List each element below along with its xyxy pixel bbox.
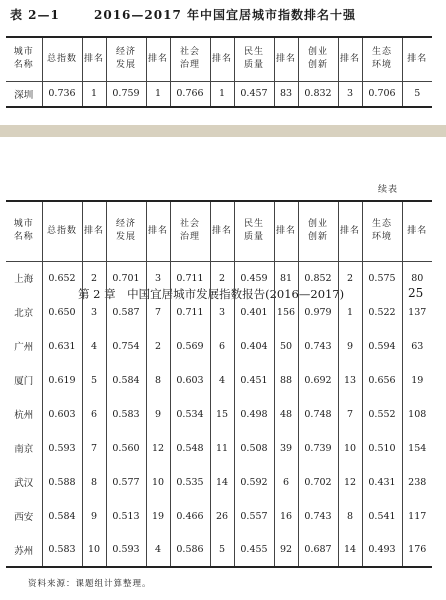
- value-cell: 8: [146, 363, 170, 397]
- value-cell: 4: [210, 363, 234, 397]
- value-cell: 0.498: [234, 397, 274, 431]
- value-cell: 0.401: [234, 295, 274, 329]
- value-cell: 12: [338, 465, 362, 499]
- value-cell: 8: [338, 499, 362, 533]
- value-cell: 156: [274, 295, 298, 329]
- column-header: 排名: [338, 201, 362, 261]
- column-header: 总指数: [42, 201, 82, 261]
- city-name-cell: 深圳: [14, 89, 34, 101]
- value-cell: 5: [82, 363, 106, 397]
- header-row: [6, 37, 432, 81]
- value-cell: 2: [338, 261, 362, 295]
- value-cell: 154: [402, 431, 432, 465]
- source-note: 资料来源：课题组计算整理。: [28, 579, 152, 589]
- value-cell: 238: [402, 465, 432, 499]
- value-cell: 176: [402, 533, 432, 567]
- value-cell: 0.594: [362, 329, 402, 363]
- value-cell: 12: [146, 431, 170, 465]
- value-cell: 0.593: [106, 533, 146, 567]
- value-cell: 0.592: [234, 465, 274, 499]
- value-cell: 2: [82, 261, 106, 295]
- value-cell: 19: [402, 363, 432, 397]
- value-cell: 0.603: [170, 363, 210, 397]
- table-row: [6, 465, 432, 499]
- value-cell: 0.739: [298, 431, 338, 465]
- value-cell: 6: [210, 329, 234, 363]
- value-cell: 3: [338, 81, 362, 107]
- page-number: 25: [408, 286, 424, 300]
- value-cell: 0.583: [42, 533, 82, 567]
- ranking-table-continued: [6, 200, 432, 568]
- value-cell: 3: [210, 295, 234, 329]
- value-cell: 0.587: [106, 295, 146, 329]
- value-cell: 0.692: [298, 363, 338, 397]
- value-cell: 92: [274, 533, 298, 567]
- value-cell: 0.759: [106, 81, 146, 107]
- value-cell: 83: [274, 81, 298, 107]
- table-row: [6, 261, 432, 295]
- value-cell: 0.701: [106, 261, 146, 295]
- value-cell: 0.404: [234, 329, 274, 363]
- column-header: 排名: [146, 37, 170, 81]
- column-header: 社会 治理: [170, 201, 210, 261]
- city-name-cell: 上海: [14, 274, 34, 286]
- value-cell: 1: [146, 81, 170, 107]
- value-cell: 15: [210, 397, 234, 431]
- value-cell: 13: [338, 363, 362, 397]
- column-header: 排名: [210, 201, 234, 261]
- value-cell: 26: [210, 499, 234, 533]
- value-cell: 0.548: [170, 431, 210, 465]
- column-header: 创业 创新: [298, 37, 338, 81]
- value-cell: 0.583: [106, 397, 146, 431]
- column-header: 排名: [82, 37, 106, 81]
- value-cell: 39: [274, 431, 298, 465]
- column-header: 总指数: [42, 37, 82, 81]
- value-cell: 7: [146, 295, 170, 329]
- table-row: [6, 533, 432, 567]
- value-cell: 9: [82, 499, 106, 533]
- table-row: [6, 295, 432, 329]
- value-cell: 14: [338, 533, 362, 567]
- value-cell: 0.535: [170, 465, 210, 499]
- city-name-cell: 南京: [14, 444, 34, 455]
- value-cell: 4: [82, 329, 106, 363]
- value-cell: 2: [146, 329, 170, 363]
- value-cell: 9: [146, 397, 170, 431]
- column-header: 创业 创新: [298, 201, 338, 261]
- header-row: [6, 201, 432, 261]
- value-cell: 0.979: [298, 295, 338, 329]
- value-cell: 1: [210, 81, 234, 107]
- value-cell: 0.451: [234, 363, 274, 397]
- column-header: 民生 质量: [234, 201, 274, 261]
- city-name-cell: 北京: [14, 308, 34, 319]
- value-cell: 0.493: [362, 533, 402, 567]
- value-cell: 3: [82, 295, 106, 329]
- column-header: 经济 发展: [106, 201, 146, 261]
- ranking-table-top: [6, 36, 432, 108]
- value-cell: 14: [210, 465, 234, 499]
- value-cell: 16: [274, 499, 298, 533]
- value-cell: 50: [274, 329, 298, 363]
- value-cell: 0.593: [42, 431, 82, 465]
- column-header: 排名: [402, 201, 432, 261]
- value-cell: 10: [146, 465, 170, 499]
- running-head: 第 2 章 中国宜居城市发展指数报告(2016—2017): [78, 287, 345, 301]
- value-cell: 0.743: [298, 499, 338, 533]
- value-cell: 0.466: [170, 499, 210, 533]
- table-row: [6, 431, 432, 465]
- value-cell: 19: [146, 499, 170, 533]
- table-row: [6, 329, 432, 363]
- value-cell: 0.652: [42, 261, 82, 295]
- value-cell: 2: [210, 261, 234, 295]
- column-header: 排名: [146, 201, 170, 261]
- value-cell: 1: [82, 81, 106, 107]
- value-cell: 0.584: [106, 363, 146, 397]
- value-cell: 0.736: [42, 81, 82, 107]
- value-cell: 0.743: [298, 329, 338, 363]
- value-cell: 0.510: [362, 431, 402, 465]
- value-cell: 0.459: [234, 261, 274, 295]
- table-row: [6, 363, 432, 397]
- table-title: 2016—2017 年中国宜居城市指数排名十强: [94, 8, 356, 22]
- value-cell: 11: [210, 431, 234, 465]
- value-cell: 0.534: [170, 397, 210, 431]
- value-cell: 0.832: [298, 81, 338, 107]
- value-cell: 108: [402, 397, 432, 431]
- column-header: 社会 治理: [170, 37, 210, 81]
- table-caption: [10, 6, 356, 23]
- value-cell: 0.431: [362, 465, 402, 499]
- value-cell: 0.748: [298, 397, 338, 431]
- value-cell: 0.650: [42, 295, 82, 329]
- value-cell: 4: [146, 533, 170, 567]
- city-name-cell: 杭州: [14, 410, 34, 421]
- column-header: 城市 名称: [13, 47, 34, 71]
- value-cell: 9: [338, 329, 362, 363]
- column-header: 排名: [210, 37, 234, 81]
- table-row: [6, 81, 432, 107]
- value-cell: 0.588: [42, 465, 82, 499]
- value-cell: 3: [146, 261, 170, 295]
- value-cell: 0.577: [106, 465, 146, 499]
- value-cell: 0.513: [106, 499, 146, 533]
- table-number: 表 2—1: [10, 8, 60, 22]
- column-header: 排名: [274, 37, 298, 81]
- city-name-cell: 西安: [14, 512, 34, 523]
- value-cell: 7: [338, 397, 362, 431]
- value-cell: 5: [210, 533, 234, 567]
- column-header: 生态 环境: [362, 201, 402, 261]
- value-cell: 0.508: [234, 431, 274, 465]
- value-cell: 88: [274, 363, 298, 397]
- value-cell: 0.702: [298, 465, 338, 499]
- column-header: 排名: [82, 201, 106, 261]
- city-name-cell: 厦门: [14, 376, 34, 387]
- page-divider: [0, 125, 446, 137]
- value-cell: 0.631: [42, 329, 82, 363]
- column-header: 生态 环境: [362, 37, 402, 81]
- column-header: 排名: [402, 37, 432, 81]
- value-cell: 0.584: [42, 499, 82, 533]
- value-cell: 0.619: [42, 363, 82, 397]
- value-cell: 0.711: [170, 261, 210, 295]
- value-cell: 48: [274, 397, 298, 431]
- city-name-cell: 苏州: [14, 545, 34, 557]
- value-cell: 0.754: [106, 329, 146, 363]
- value-cell: 0.586: [170, 533, 210, 567]
- value-cell: 81: [274, 261, 298, 295]
- column-header: 经济 发展: [106, 37, 146, 81]
- value-cell: 10: [338, 431, 362, 465]
- value-cell: 0.687: [298, 533, 338, 567]
- column-header: 排名: [338, 37, 362, 81]
- value-cell: 5: [402, 81, 432, 107]
- value-cell: 117: [402, 499, 432, 533]
- continued-label: 续表: [378, 185, 399, 195]
- value-cell: 10: [82, 533, 106, 567]
- value-cell: 0.656: [362, 363, 402, 397]
- value-cell: 0.522: [362, 295, 402, 329]
- city-name-cell: 武汉: [14, 478, 34, 489]
- value-cell: 0.457: [234, 81, 274, 107]
- table-row: [6, 397, 432, 431]
- value-cell: 0.706: [362, 81, 402, 107]
- value-cell: 0.455: [234, 533, 274, 567]
- value-cell: 7: [82, 431, 106, 465]
- value-cell: 0.575: [362, 261, 402, 295]
- value-cell: 0.569: [170, 329, 210, 363]
- value-cell: 137: [402, 295, 432, 329]
- value-cell: 0.852: [298, 261, 338, 295]
- value-cell: 0.560: [106, 431, 146, 465]
- column-header: 城市 名称: [13, 219, 34, 243]
- value-cell: 8: [82, 465, 106, 499]
- table-row: [6, 499, 432, 533]
- value-cell: 80: [402, 261, 432, 295]
- value-cell: 0.711: [170, 295, 210, 329]
- value-cell: 0.766: [170, 81, 210, 107]
- column-header: 排名: [274, 201, 298, 261]
- value-cell: 0.541: [362, 499, 402, 533]
- column-header: 民生 质量: [234, 37, 274, 81]
- value-cell: 63: [402, 329, 432, 363]
- city-name-cell: 广州: [14, 342, 34, 353]
- value-cell: 6: [274, 465, 298, 499]
- top-page: [0, 0, 446, 125]
- value-cell: 6: [82, 397, 106, 431]
- value-cell: 0.552: [362, 397, 402, 431]
- value-cell: 1: [338, 295, 362, 329]
- value-cell: 0.557: [234, 499, 274, 533]
- value-cell: 0.603: [42, 397, 82, 431]
